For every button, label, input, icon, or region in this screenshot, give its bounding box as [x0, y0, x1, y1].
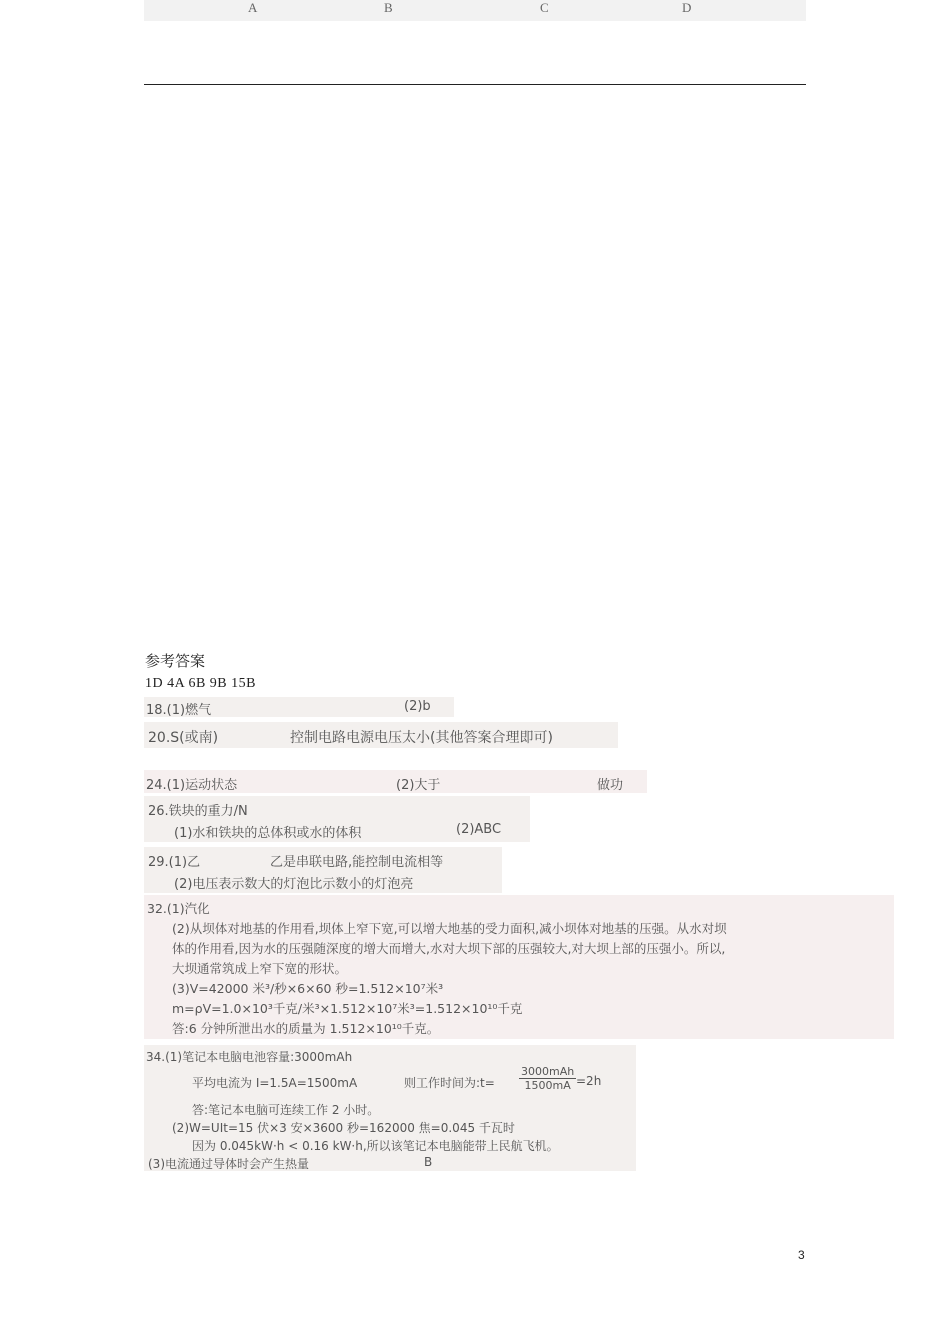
- answer-20: [144, 722, 618, 748]
- answer-29-line1b: 乙是串联电路,能控制电流相等: [270, 855, 444, 870]
- fraction-denominator: 1500mA: [524, 1079, 571, 1092]
- answer-32-line5: (3)V=42000 米³/秒×6×60 秒=1.512×10⁷米³: [172, 981, 444, 996]
- option-d-label: D: [682, 0, 692, 15]
- answer-29-line1a: 29.(1)乙: [148, 855, 201, 870]
- answer-24-part1: 24.(1)运动状态: [146, 778, 238, 793]
- fraction-numerator: 3000mAh: [521, 1065, 575, 1078]
- answer-20-part1: 20.S(或南): [148, 730, 219, 746]
- answer-24: [144, 770, 647, 793]
- answer-34-line5: 因为 0.045kW·h < 0.16 kW·h,所以该笔记本电脑能带上民航飞机。: [192, 1139, 559, 1153]
- answer-24-part2: (2)大于: [396, 778, 441, 793]
- answer-34-line2c: =2h: [576, 1074, 602, 1088]
- answer-34-line2b: 则工作时间为:t=: [404, 1076, 495, 1090]
- mcq-answers: 1D 4A 6B 9B 15B: [145, 676, 256, 691]
- section-divider: [144, 84, 806, 85]
- answer-34-line4: (2)W=UIt=15 伏×3 安×3600 秒=162000 焦=0.045 千瓦时: [172, 1121, 515, 1135]
- answer-34-fraction: [519, 1065, 576, 1092]
- answer-18-part2: (2)b: [404, 699, 431, 714]
- option-a-label: A: [248, 0, 258, 15]
- answer-18: [144, 697, 454, 717]
- answer-26-line2b: (2)ABC: [456, 822, 502, 837]
- answer-32-line3: 体的作用看,因为水的压强随深度的增大而增大,水对大坝下部的压强较大,对大坝上部的压强小。所以,: [172, 941, 726, 956]
- answer-20-part2: 控制电路电源电压太小(其他答案合理即可): [290, 730, 553, 746]
- answer-34-line6b: B: [424, 1155, 433, 1169]
- answer-34-line1: 34.(1)笔记本电脑电池容量:3000mAh: [146, 1050, 353, 1064]
- answer-26-line1: 26.铁块的重力/N: [148, 804, 248, 819]
- answer-32-line1: 32.(1)汽化: [147, 901, 210, 916]
- answers-heading: 参考答案: [145, 652, 206, 670]
- answer-32-line2: (2)从坝体对地基的作用看,坝体上窄下宽,可以增大地基的受力面积,减小坝体对地基的压强。从水对坝: [172, 921, 727, 936]
- answer-26-line2a: (1)水和铁块的总体积或水的体积: [174, 826, 362, 841]
- answer-29: [144, 847, 502, 893]
- answer-32-line4: 大坝通常筑成上窄下宽的形状。: [172, 961, 348, 976]
- answer-32: [144, 895, 894, 1039]
- answer-34: [144, 1045, 636, 1171]
- answer-29-line2: (2)电压表示数大的灯泡比示数小的灯泡亮: [174, 877, 414, 892]
- option-b-label: B: [384, 0, 393, 15]
- answer-24-part3: 做功: [597, 778, 624, 793]
- answer-18-part1: 18.(1)燃气: [146, 703, 212, 718]
- answer-34-line2a: 平均电流为 I=1.5A=1500mA: [192, 1076, 358, 1090]
- options-image-strip: [144, 0, 806, 21]
- answer-32-line6: m=ρV=1.0×10³千克/米³×1.512×10⁷米³=1.512×10¹⁰千克: [172, 1001, 523, 1016]
- answer-26: [144, 796, 530, 842]
- page-number: 3: [798, 1248, 805, 1262]
- answer-32-line7: 答:6 分钟所泄出水的质量为 1.512×10¹⁰千克。: [172, 1021, 440, 1036]
- answer-34-line6a: (3)电流通过导体时会产生热量: [148, 1157, 309, 1171]
- answer-34-line3: 答:笔记本电脑可连续工作 2 小时。: [192, 1103, 380, 1117]
- option-c-label: C: [540, 0, 549, 15]
